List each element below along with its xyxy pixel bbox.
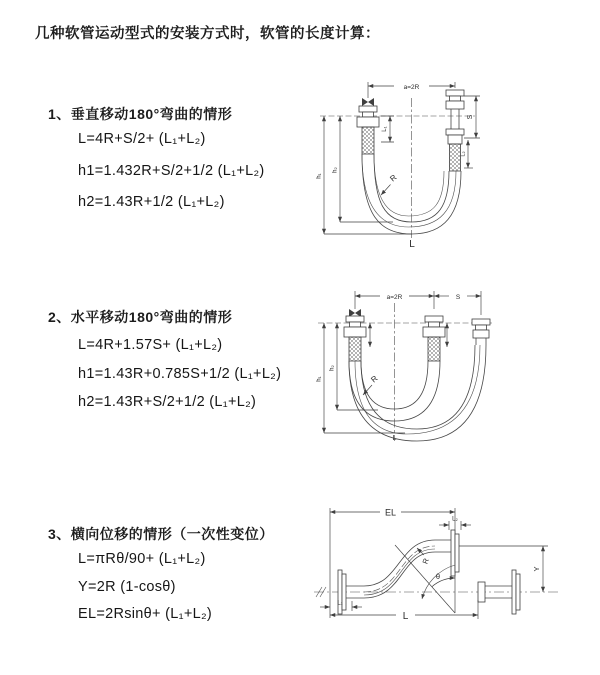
valve-icon (362, 98, 374, 106)
dimension-port-left (381, 116, 394, 142)
length-label: L (392, 435, 397, 442)
section1-formula-L: L=4R+S/2+ (L₁+L₂) (78, 131, 206, 147)
right-port-fitting (446, 90, 464, 171)
hose-curves (349, 345, 486, 441)
dimension-offset (459, 546, 548, 592)
port-left-label: L₁ (337, 600, 343, 607)
height-inner-label: h₂ (329, 365, 336, 371)
height-outer-label: h₁ (316, 173, 323, 179)
height-inner-label: h₂ (332, 167, 339, 173)
length-label: L (402, 611, 409, 622)
section1-formula-h1: h1=1.432R+S/2+1/2 (L₁+L₂) (78, 163, 265, 179)
section3-heading: 3、横向位移的情形（一次性变位） (48, 526, 274, 542)
section2-formula-h1: h1=1.43R+0.785S+1/2 (L₁+L₂) (78, 366, 282, 382)
length-label: L (409, 239, 415, 250)
diagram-lateral-displacement (312, 500, 582, 640)
radius-label: R (369, 373, 380, 385)
dimension-span (368, 82, 455, 98)
span-label: a=2R (386, 293, 403, 301)
span-label: a=2R (403, 83, 420, 91)
hose-curves (364, 540, 435, 598)
section2-heading: 2、水平移动180°弯曲的情形 (48, 309, 233, 325)
stroke-label: S (467, 114, 474, 120)
section2-formula-h2: h2=1.43R+S/2+1/2 (L₁+L₂) (78, 394, 257, 410)
height-outer-label: h₁ (316, 376, 323, 382)
radius-leader (381, 173, 399, 195)
port-right-label: L₂ (452, 516, 458, 523)
port-left-label: L₁ (382, 126, 388, 132)
angle-label: θ (435, 572, 441, 581)
section3-formula-EL: EL=2Rsinθ+ (L₁+L₂) (78, 606, 213, 622)
angle-construction (395, 545, 455, 613)
section3-formula-L: L=πRθ/90+ (L₁+L₂) (78, 551, 206, 567)
stroke-label: S (455, 293, 461, 301)
diagram-vertical-180-bend (315, 76, 585, 251)
upper-flange (435, 530, 459, 576)
radius-label: R (420, 557, 431, 566)
radius-label: R (388, 172, 399, 184)
diagram-horizontal-180-bend (310, 283, 595, 448)
extension-lines (330, 508, 455, 618)
offset-label: Y (532, 566, 541, 572)
centerlines (314, 587, 560, 597)
page-title: 几种软管运动型式的安装方式时，软管的长度计算： (35, 26, 380, 42)
section2-formula-L: L=4R+1.57S+ (L₁+L₂) (78, 337, 223, 353)
shifted-port-fitting (472, 319, 490, 345)
dimension-extended-length (330, 508, 455, 518)
extended-length-label: EL (384, 507, 397, 518)
port-right-label: L₂ (460, 151, 467, 157)
dimension-stroke (464, 96, 480, 138)
section1-formula-h2: h2=1.43R+1/2 (L₁+L₂) (78, 194, 225, 210)
radius-leader (363, 374, 380, 395)
left-port-fitting (357, 106, 379, 154)
dimension-span (355, 291, 481, 315)
section1-heading: 1、垂直移动180°弯曲的情形 (48, 106, 233, 122)
section3-formula-Y: Y=2R (1-cosθ) (78, 579, 176, 595)
